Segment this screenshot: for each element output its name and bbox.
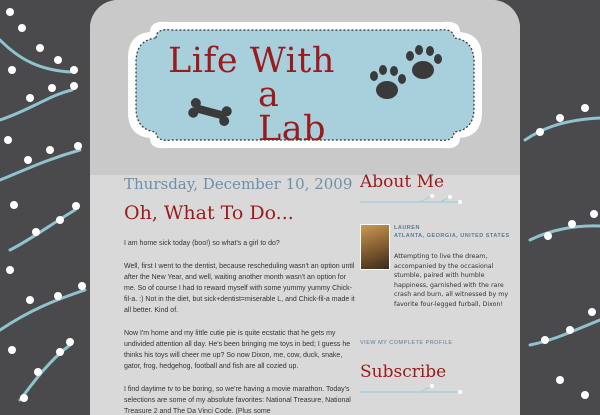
post-date: Thursday, December 10, 2009	[124, 175, 353, 193]
blog-title-line1: Life With	[168, 41, 335, 81]
post-title[interactable]: Oh, What To Do...	[124, 202, 294, 224]
blog-page	[90, 0, 520, 415]
subscribe-title: Subscribe	[360, 362, 447, 382]
profile-description: Attempting to live the dream, accompanied by the occasional stumble, paired with humble happiness, garnished with the rare crash and burn, all witnessed by my favorite four-legged furball, Dixon!	[394, 253, 509, 308]
post-body	[124, 238, 356, 415]
branch-divider	[360, 194, 470, 208]
post-paragraph: Well, first I went to the dentist, because rescheduling wasn't an option until after the New Year, and well, waiting another month wasn't an option for me. So of course I had to reward myself with some yummy yummy Chick-fil-a. :) Not in the diet, but sick+dentist=miserable L, and Chick-fil-a made it all better. Kind of.	[124, 263, 355, 314]
view-profile-link[interactable]: VIEW MY COMPLETE PROFILE	[360, 340, 453, 346]
about-me-title: About Me	[360, 172, 445, 192]
blog-title[interactable]	[168, 41, 358, 149]
profile-name-text: LAUREN	[394, 225, 420, 231]
avatar[interactable]	[360, 224, 390, 270]
profile-name[interactable]	[394, 224, 510, 240]
post-paragraph: Now I'm home and my little cutie pie is quite ecstatic that he gets my undivided attention all day. He's been bringing me toys in bed; I guess he thinks his toys will cheer me up? So now Dixon, me, cow, duck, snake, gator, frog, hedgehog, football and fish are all cozied up.	[124, 330, 351, 370]
post-paragraph: I find daytime tv to be boring, so we're having a movie marathon. Today's selections are some of my absolute favorites: National Treasure, National Treasure 2 and The Da Vinci Code. (Plus some	[124, 386, 351, 415]
post-paragraph: I am home sick today (boo!) so what's a girl to do?	[124, 240, 280, 247]
profile-location: ATLANTA, GEORGIA, UNITED STATES	[394, 233, 510, 239]
blog-title-line2: a Lab	[258, 75, 327, 149]
branch-divider	[360, 384, 470, 398]
